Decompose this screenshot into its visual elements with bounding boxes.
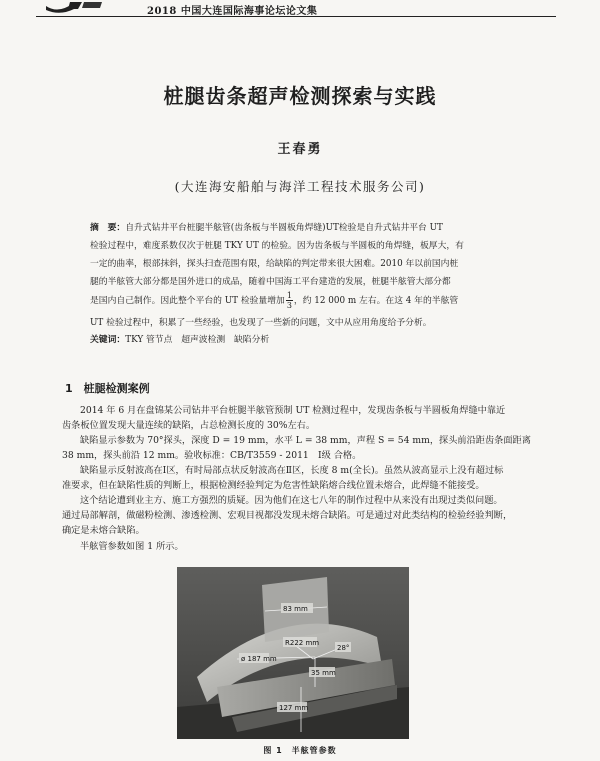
abstract-line-6: UT 检验过程中，积累了一些经验，也发现了一些新的问题，文中从应用角度给予分析。 bbox=[90, 318, 432, 328]
body-line-3: 缺陷显示参数为 70°探头，深度 D = 19 mm，水平 L = 38 mm，声程 S = 54 mm，探头前沿距齿条面距离 bbox=[80, 435, 531, 446]
dim-angle-label: 28° bbox=[337, 644, 350, 652]
body-line-9: 确定是未熔合缺陷。 bbox=[62, 525, 145, 536]
dim-side-label: 35 mm bbox=[311, 669, 336, 677]
fraction-one-third bbox=[286, 291, 293, 310]
abstract-line-5-end: ，约 12 000 m 左右。在这 4 年的半舷管 bbox=[293, 296, 459, 306]
fraction-numerator: 1 bbox=[286, 291, 292, 300]
body-line-10: 半舷管参数如图 1 所示。 bbox=[80, 541, 184, 552]
abstract-line-5-start: 是国内自己制作。因此整个平台的 UT 检验量增加 bbox=[90, 296, 285, 306]
body-line-8: 通过局部解剖，做磁粉检测、渗透检测、宏观目视都没发现未熔合缺陷。可是通过对此类结构的检验经验判断， bbox=[62, 510, 513, 521]
section-heading: 1 桩腿检测案例 bbox=[65, 382, 150, 395]
keywords-text: TKY 管节点 超声波检测 缺陷分析 bbox=[125, 335, 270, 345]
dim-diameter-label: ø 187 mm bbox=[241, 655, 277, 663]
body-line-5: 缺陷显示反射波高在Ⅰ区，有时局部点状反射波高在Ⅱ区，长度 8 m(全长)。虽然从波高显示上没有超过标 bbox=[80, 465, 504, 476]
abstract-line-5 bbox=[90, 291, 528, 313]
body-line-4: 38 mm，探头前沿 12 mm。验收标准：CB/T3559 - 2011 Ⅰ级 合格。 bbox=[62, 450, 362, 461]
header-rule bbox=[36, 16, 556, 17]
body-line-6: 准要求，但在缺陷性质的判断上，根据检测经验判定为危害性缺陷熔合线位置未熔合，此焊缝不能接受。 bbox=[62, 480, 485, 491]
affiliation: (大连海安船舶与海洋工程技术服务公司) bbox=[174, 179, 426, 194]
fraction-denominator: 3 bbox=[286, 301, 292, 310]
figure-caption: 图 1 半舷管参数 bbox=[263, 746, 337, 755]
body-line-1: 2014 年 6 月在盘锦某公司钻井平台桩腿半舷管预制 UT 检测过程中，发现齿条板与半圆板角焊缝中靠近 bbox=[80, 405, 506, 416]
keywords-line bbox=[90, 334, 528, 346]
keywords-label: 关键词： bbox=[90, 335, 126, 345]
body-line-7: 这个结论遭到业主方、施工方强烈的质疑。因为他们在这七八年的制作过程中从来没有出现过类似问题。 bbox=[80, 495, 503, 506]
author-name: 王春勇 bbox=[277, 142, 323, 157]
figure-photo bbox=[177, 567, 409, 739]
logo-icon bbox=[44, 0, 104, 14]
dim-top-label: 83 mm bbox=[283, 605, 308, 613]
abstract-line-2: 检验过程中，难度系数仅次于桩腿 TKY UT 的检验。因为齿条板与半圆板的角焊缝，板厚大，有 bbox=[90, 241, 464, 251]
dim-bottom-label: 127 mm bbox=[279, 704, 309, 712]
running-title: 2018 中国大连国际海事论坛论文集 bbox=[147, 6, 318, 17]
abstract-line-1 bbox=[90, 222, 528, 234]
body-line-2: 齿条板位置发现大量连续的缺陷，占总检测长度的 30%左右。 bbox=[62, 420, 316, 431]
abstract-text: 自升式钻井平台桩腿半舷管(齿条板与半圆板角焊缝)UT检验是自升式钻井平台 UT bbox=[125, 223, 443, 233]
paper-title: 桩腿齿条超声检测探索与实践 bbox=[163, 84, 437, 108]
abstract-line-4: 腿的半舷管大部分都是国外进口的成品，随着中国海工平台建造的发展，桩腿半舷管大部分都 bbox=[90, 277, 451, 287]
abstract-label: 摘 要： bbox=[90, 223, 126, 233]
abstract-line-3: 一定的曲率，根部抹斜，探头扫查范围有限，给缺陷的判定带来很大困难。2010 年以前国内桩 bbox=[90, 259, 459, 269]
running-header bbox=[0, 0, 600, 20]
dim-radius-label: R222 mm bbox=[285, 639, 320, 647]
